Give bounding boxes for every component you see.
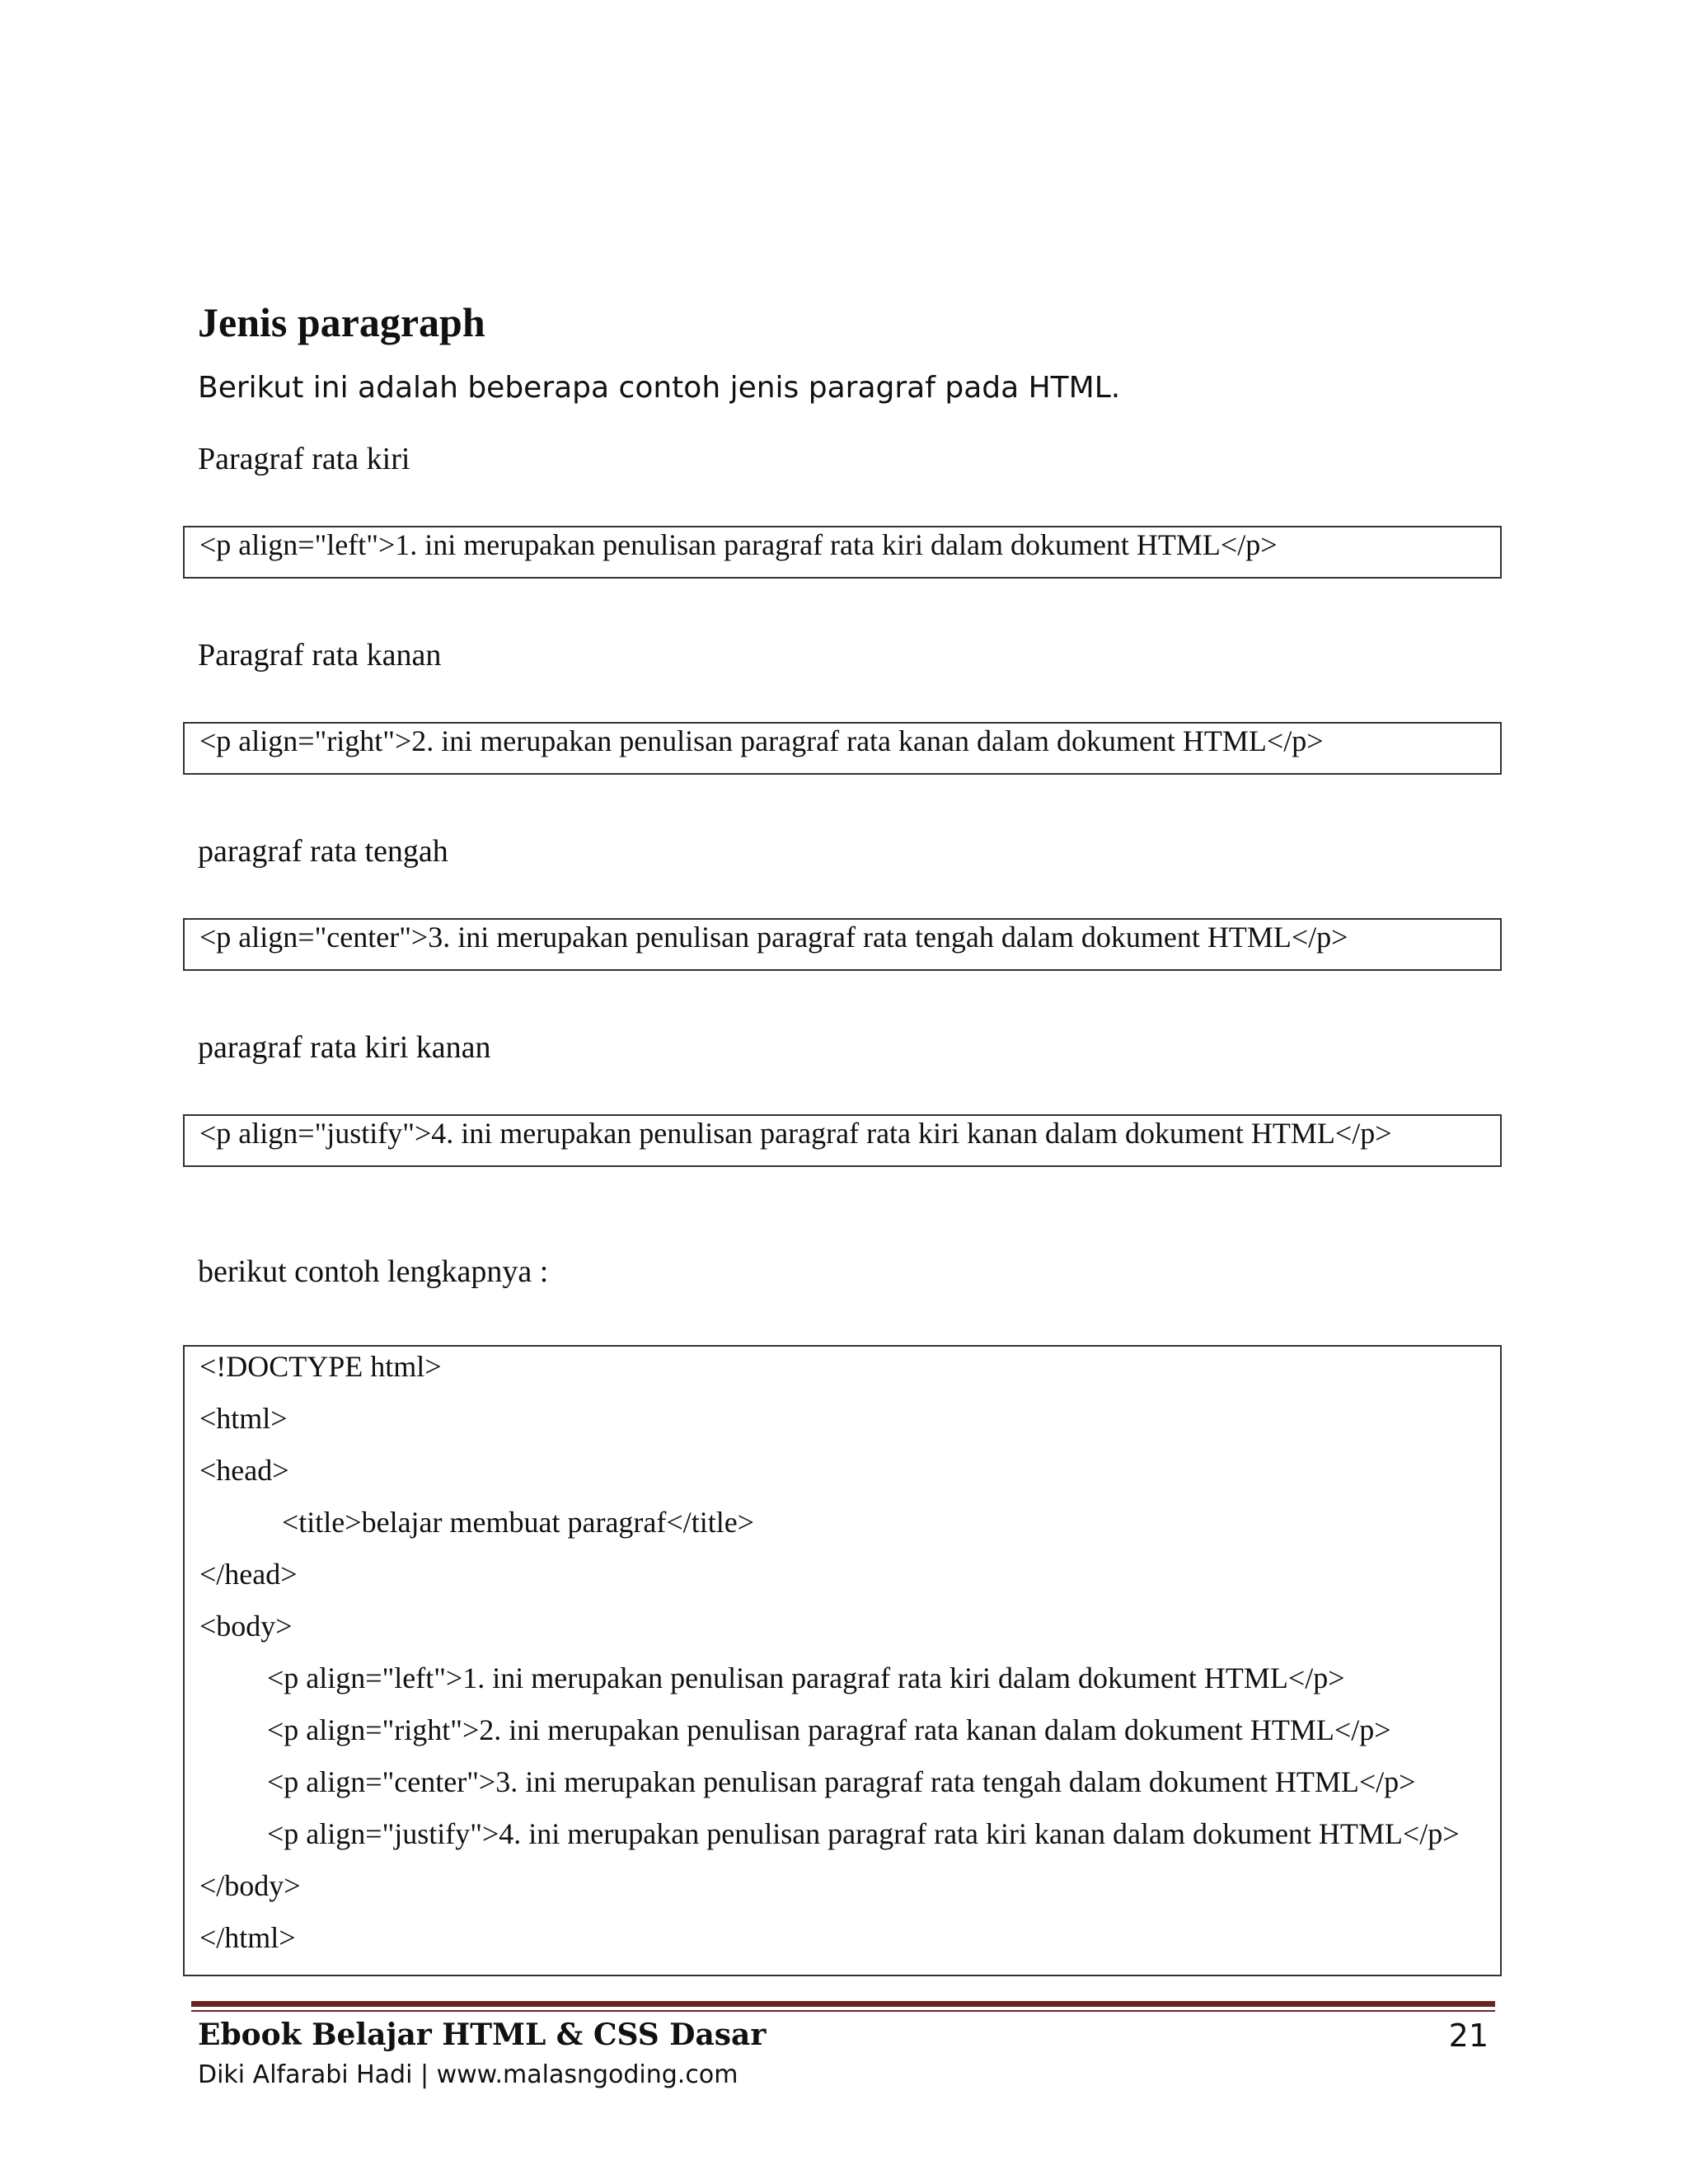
code-line: <html> xyxy=(199,1402,288,1435)
code-line: <!DOCTYPE html> xyxy=(199,1350,442,1383)
code-line: <head> xyxy=(199,1454,289,1487)
code-line: <p align="justify">4. ini merupakan penulisan paragraf rata kiri kanan dalam dokument HTML</p> xyxy=(199,1117,1392,1150)
footer-divider xyxy=(191,2010,1495,2012)
code-line: </head> xyxy=(199,1558,298,1591)
example-label-right: Paragraf rata kanan xyxy=(198,638,442,673)
code-line: <p align="left">1. ini merupakan penulisan paragraf rata kiri dalam dokument HTML</p> xyxy=(199,528,1278,561)
page-number: 21 xyxy=(1448,2018,1489,2054)
code-box-left xyxy=(183,526,1502,579)
footer-divider xyxy=(191,2001,1495,2007)
code-line: <p align="center">3. ini merupakan penulisan paragraf rata tengah dalam dokument HTML</p> xyxy=(267,1765,1416,1798)
code-line: <p align="center">3. ini merupakan penulisan paragraf rata tengah dalam dokument HTML</p> xyxy=(199,921,1348,954)
example-label-justify: paragraf rata kiri kanan xyxy=(198,1030,491,1065)
footer-book-title: Ebook Belajar HTML & CSS Dasar xyxy=(198,2018,767,2052)
code-line: </html> xyxy=(199,1921,296,1954)
footer-author-site: Diki Alfarabi Hadi | www.malasngoding.com xyxy=(198,2060,738,2089)
full-example-label: berikut contoh lengkapnya : xyxy=(198,1254,549,1289)
example-label-left: Paragraf rata kiri xyxy=(198,442,410,476)
code-box-right xyxy=(183,722,1502,775)
code-line: <body> xyxy=(199,1610,293,1643)
code-box-justify xyxy=(183,1114,1502,1167)
code-line: <title>belajar membuat paragraf</title> xyxy=(282,1506,754,1539)
code-line: <p align="left">1. ini merupakan penulisan paragraf rata kiri dalam dokument HTML</p> xyxy=(267,1661,1345,1694)
section-heading: Jenis paragraph xyxy=(198,299,485,345)
example-label-center: paragraf rata tengah xyxy=(198,834,448,869)
section-intro: Berikut ini adalah beberapa contoh jenis paragraf pada HTML. xyxy=(198,371,1121,405)
code-line: <p align="right">2. ini merupakan penulisan paragraf rata kanan dalam dokument HTML</p> xyxy=(199,724,1324,757)
code-line: </body> xyxy=(199,1869,301,1902)
code-box-center xyxy=(183,918,1502,971)
code-line: <p align="justify">4. ini merupakan penulisan paragraf rata kiri kanan dalam dokument HTML</p> xyxy=(267,1817,1460,1850)
full-code-box xyxy=(183,1345,1502,1976)
code-line: <p align="right">2. ini merupakan penulisan paragraf rata kanan dalam dokument HTML</p> xyxy=(267,1713,1391,1746)
